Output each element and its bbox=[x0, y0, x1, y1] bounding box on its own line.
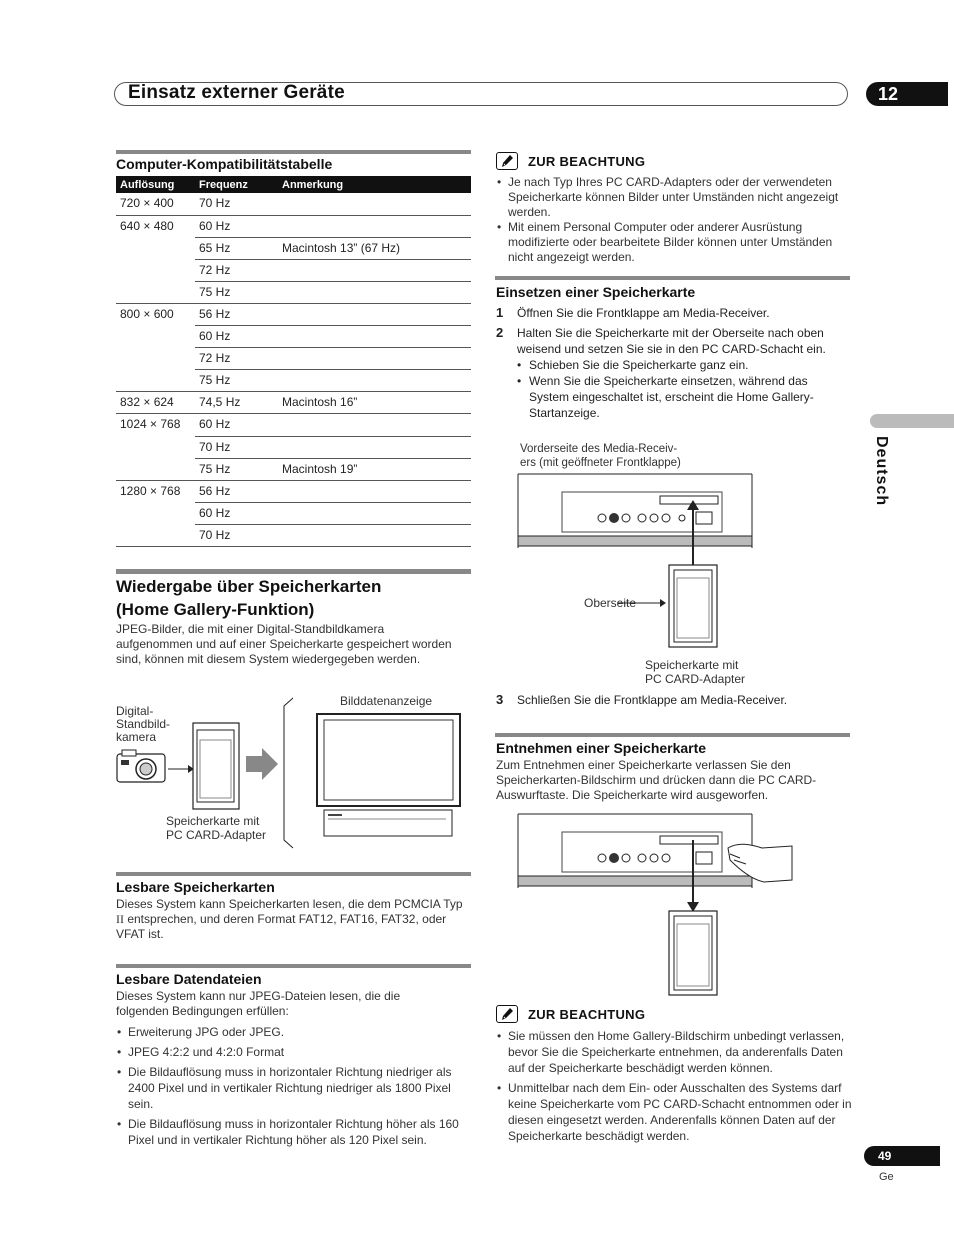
list-item: • Die Bildauflösung muss in horizontaler Richtung niedriger als 2400 Pixel und in vertikaler Richtung niedriger als 1800 Pixel sein. bbox=[116, 1064, 468, 1112]
memory-card-illustration bbox=[668, 564, 720, 648]
list-item: • JPEG 4:2:2 und 4:2:0 Format bbox=[116, 1044, 468, 1060]
cell-frequency: 75 Hz bbox=[195, 281, 278, 303]
table-row bbox=[116, 392, 471, 414]
cell-frequency: 60 Hz bbox=[195, 326, 278, 348]
readable-files-list bbox=[116, 1024, 468, 1148]
col-header-resolution: Auflösung bbox=[116, 176, 195, 193]
fig-top-label: Oberseite bbox=[584, 596, 637, 610]
section-rule bbox=[116, 569, 471, 574]
readable-cards-text bbox=[116, 897, 464, 942]
table-row bbox=[116, 259, 471, 281]
compat-table-heading: Computer-Kompatibilitätstabelle bbox=[116, 156, 333, 172]
cell-note bbox=[278, 259, 471, 281]
step-number: 3 bbox=[496, 692, 504, 707]
table-row bbox=[116, 326, 471, 348]
col-header-frequency: Frequenz bbox=[195, 176, 278, 193]
table-row bbox=[116, 480, 471, 502]
cell-resolution: 832 × 624 bbox=[116, 392, 195, 414]
table-row bbox=[116, 414, 471, 436]
camera-arrow bbox=[168, 764, 194, 774]
cell-note bbox=[278, 193, 471, 215]
page-number: 49 bbox=[864, 1146, 940, 1166]
cell-note bbox=[278, 370, 471, 392]
table-row bbox=[116, 436, 471, 458]
cell-resolution bbox=[116, 237, 195, 259]
section-rule bbox=[116, 150, 471, 154]
gallery-title-line2: (Home Gallery-Funktion) bbox=[116, 600, 315, 619]
note-pen-icon bbox=[496, 1005, 518, 1023]
step-item bbox=[496, 692, 850, 708]
note-title: ZUR BEACHTUNG bbox=[528, 154, 646, 169]
table-row bbox=[116, 215, 471, 237]
cell-note bbox=[278, 480, 471, 502]
cell-resolution: 1024 × 768 bbox=[120, 417, 181, 432]
table-row bbox=[116, 303, 471, 325]
compat-table bbox=[116, 176, 471, 547]
step-item bbox=[496, 325, 850, 421]
receiver-front-illustration bbox=[516, 474, 754, 552]
cell-frequency: 60 Hz bbox=[195, 215, 278, 237]
gallery-intro: JPEG-Bilder, die mit einer Digital-Standbildkamera aufgenommen und auf einer Speicherkarte gespeichert worden sind, können mit diesem System wiedergegeben werden. bbox=[116, 622, 452, 666]
cell-frequency: 75 Hz bbox=[195, 370, 278, 392]
note-pen-icon bbox=[496, 152, 518, 170]
cell-note bbox=[278, 502, 471, 524]
language-tab: Deutsch bbox=[873, 436, 890, 507]
cell-resolution bbox=[116, 502, 195, 524]
page-title: Einsatz externer Geräte bbox=[128, 82, 345, 103]
list-item: • Mit einem Personal Computer oder anderer Ausrüstung modifizierte oder bearbeitete Bilder können unter Umständen nicht angezeigt werden. bbox=[496, 220, 852, 265]
cell-note bbox=[278, 281, 471, 303]
fig-card-label: Speicherkarte mit PC CARD-Adapter bbox=[645, 658, 746, 686]
list-item: • Sie müssen den Home Gallery-Bildschirm unbedingt verlassen, bevor Sie die Speicherkarte entnehmen, da anderenfalls Daten auf der Speicherkarte beschädigt werden können. bbox=[496, 1028, 852, 1076]
note-list bbox=[496, 1028, 852, 1144]
readable-cards-heading: Lesbare Speicherkarten bbox=[116, 879, 275, 895]
cell-resolution bbox=[116, 281, 195, 303]
cell-note bbox=[278, 414, 471, 436]
cell-frequency: 65 Hz bbox=[195, 237, 278, 259]
gallery-title-line1: Wiedergabe über Speicherkarten bbox=[116, 577, 382, 596]
table-row bbox=[116, 458, 471, 480]
cell-frequency: 60 Hz bbox=[195, 502, 278, 524]
table-row bbox=[116, 502, 471, 524]
cell-note bbox=[278, 348, 471, 370]
bullet-text: Wenn Sie die Speicherkarte einsetzen, während das System eingeschaltet ist, erscheint die Home Gallery-Startanzeige. bbox=[529, 374, 814, 420]
table-row bbox=[116, 193, 471, 215]
display-illustration bbox=[316, 713, 462, 841]
cell-note: Macintosh 16” bbox=[278, 392, 471, 414]
fig-card-label: Speicherkarte mit PC CARD-Adapter bbox=[166, 814, 267, 842]
readable-files-heading: Lesbare Datendateien bbox=[116, 971, 262, 987]
pcmcia-type: II bbox=[116, 912, 124, 926]
step-text: Halten Sie die Speicherkarte mit der Oberseite nach oben weisend und setzen Sie sie in den PC CARD-Schacht ein. bbox=[517, 326, 826, 356]
cell-resolution: 720 × 400 bbox=[116, 193, 195, 215]
fig-camera-label: Digital- Standbild- kamera bbox=[116, 704, 171, 744]
step-text: Schließen Sie die Frontklappe am Media-Receiver. bbox=[517, 693, 788, 707]
note-title: ZUR BEACHTUNG bbox=[528, 1007, 646, 1022]
cell-frequency: 72 Hz bbox=[195, 259, 278, 281]
section-rule bbox=[495, 733, 850, 737]
cell-frequency: 74,5 Hz bbox=[195, 392, 278, 414]
step-number: 1 bbox=[496, 305, 504, 320]
insert-arrow bbox=[686, 500, 700, 566]
cell-frequency: 75 Hz bbox=[195, 458, 278, 480]
section-rule bbox=[116, 964, 471, 968]
cell-resolution bbox=[116, 370, 195, 392]
table-row bbox=[116, 524, 471, 546]
section-rule bbox=[495, 276, 850, 280]
cell-resolution bbox=[116, 348, 195, 370]
cell-note bbox=[278, 215, 471, 237]
cell-resolution bbox=[116, 259, 195, 281]
step-text: Öffnen Sie die Frontklappe am Media-Receiver. bbox=[517, 306, 770, 320]
step-number: 2 bbox=[496, 325, 504, 340]
cell-resolution bbox=[116, 458, 195, 480]
readable-cards-text-part: entsprechen, und deren Format FAT12, FAT16, FAT32, oder VFAT ist. bbox=[116, 912, 447, 941]
cell-frequency: 60 Hz bbox=[195, 414, 278, 436]
step-item bbox=[496, 305, 850, 321]
memory-card-illustration bbox=[668, 910, 720, 996]
remove-text: Zum Entnehmen einer Speicherkarte verlassen Sie den Speicherkarten-Bildschirm und drücken dann die PC CARD-Auswurftaste. Die Speicherkarte wird ausgeworfen. bbox=[496, 758, 817, 802]
list-item: • Wenn Sie die Speicherkarte einsetzen, während das System eingeschaltet ist, erscheint die Home Gallery-Startanzeige. bbox=[517, 374, 814, 420]
step-bullets bbox=[517, 357, 850, 421]
fig-display-label: Bilddatenanzeige bbox=[340, 694, 433, 708]
cell-frequency: 70 Hz bbox=[195, 436, 278, 458]
transfer-arrow-icon bbox=[246, 748, 278, 780]
cell-note bbox=[278, 303, 471, 325]
table-row bbox=[116, 370, 471, 392]
cell-frequency: 70 Hz bbox=[195, 193, 278, 215]
table-row bbox=[116, 281, 471, 303]
page-language-code: Ge bbox=[879, 1171, 894, 1183]
camera-illustration bbox=[116, 748, 168, 784]
col-header-note: Anmerkung bbox=[278, 176, 471, 193]
cell-frequency: 70 Hz bbox=[195, 524, 278, 546]
list-item: • Unmittelbar nach dem Ein- oder Ausschalten des Systems darf keine Speicherkarte vom PC CARD-Schacht entnommen oder in diesen eingesetzt werden. Anderenfalls können Daten auf der Speicherkarte beschädigt werden. bbox=[496, 1080, 852, 1144]
readable-files-intro: Dieses System kann nur JPEG-Dateien lesen, die die folgenden Bedingungen erfüllen: bbox=[116, 989, 401, 1018]
receiver-eject-illustration bbox=[516, 814, 796, 894]
remove-heading: Entnehmen einer Speicherkarte bbox=[496, 740, 707, 756]
cell-resolution bbox=[116, 326, 195, 348]
cell-note bbox=[278, 326, 471, 348]
note-list bbox=[496, 175, 852, 265]
insert-steps bbox=[496, 305, 850, 421]
chapter-badge: 12 bbox=[866, 82, 948, 106]
fig-front-label: Vorderseite des Media-Receiv- ers (mit geöffneter Frontklappe) bbox=[520, 443, 681, 469]
cell-note: Macintosh 19” bbox=[278, 458, 471, 480]
top-side-arrow bbox=[618, 598, 666, 608]
list-item: • Schieben Sie die Speicherkarte ganz ein. bbox=[517, 358, 749, 372]
insert-steps-final bbox=[496, 692, 850, 708]
cell-resolution: 800 × 600 bbox=[120, 306, 174, 321]
cell-frequency: 72 Hz bbox=[195, 348, 278, 370]
list-item: • Die Bildauflösung muss in horizontaler Richtung höher als 160 Pixel und in vertikaler Richtung höher als 120 Pixel sein. bbox=[116, 1116, 468, 1148]
table-row bbox=[116, 348, 471, 370]
cell-resolution: 640 × 480 bbox=[120, 218, 174, 233]
cell-note bbox=[278, 436, 471, 458]
eject-arrow bbox=[686, 840, 700, 912]
table-row bbox=[116, 237, 471, 259]
cell-resolution bbox=[116, 436, 195, 458]
list-item: • Je nach Typ Ihres PC CARD-Adapters oder der verwendeten Speicherkarte können Bilder unter Umständen nicht angezeigt werden. bbox=[496, 175, 852, 220]
cell-resolution bbox=[116, 524, 195, 546]
bracket bbox=[280, 698, 294, 848]
insert-heading: Einsetzen einer Speicherkarte bbox=[496, 284, 696, 300]
cell-resolution: 1280 × 768 bbox=[120, 483, 181, 498]
cell-frequency: 56 Hz bbox=[195, 303, 278, 325]
cell-note bbox=[278, 524, 471, 546]
section-rule bbox=[116, 872, 471, 876]
cell-frequency: 56 Hz bbox=[195, 480, 278, 502]
cell-note: Macintosh 13” (67 Hz) bbox=[278, 237, 471, 259]
readable-cards-text-part: Dieses System kann Speicherkarten lesen, die dem PCMCIA Typ bbox=[116, 897, 463, 911]
list-item: • Erweiterung JPG oder JPEG. bbox=[116, 1024, 468, 1040]
side-tab-marker bbox=[870, 414, 954, 428]
memory-card-illustration bbox=[192, 722, 240, 810]
bullet-text: Schieben Sie die Speicherkarte ganz ein. bbox=[529, 358, 749, 372]
